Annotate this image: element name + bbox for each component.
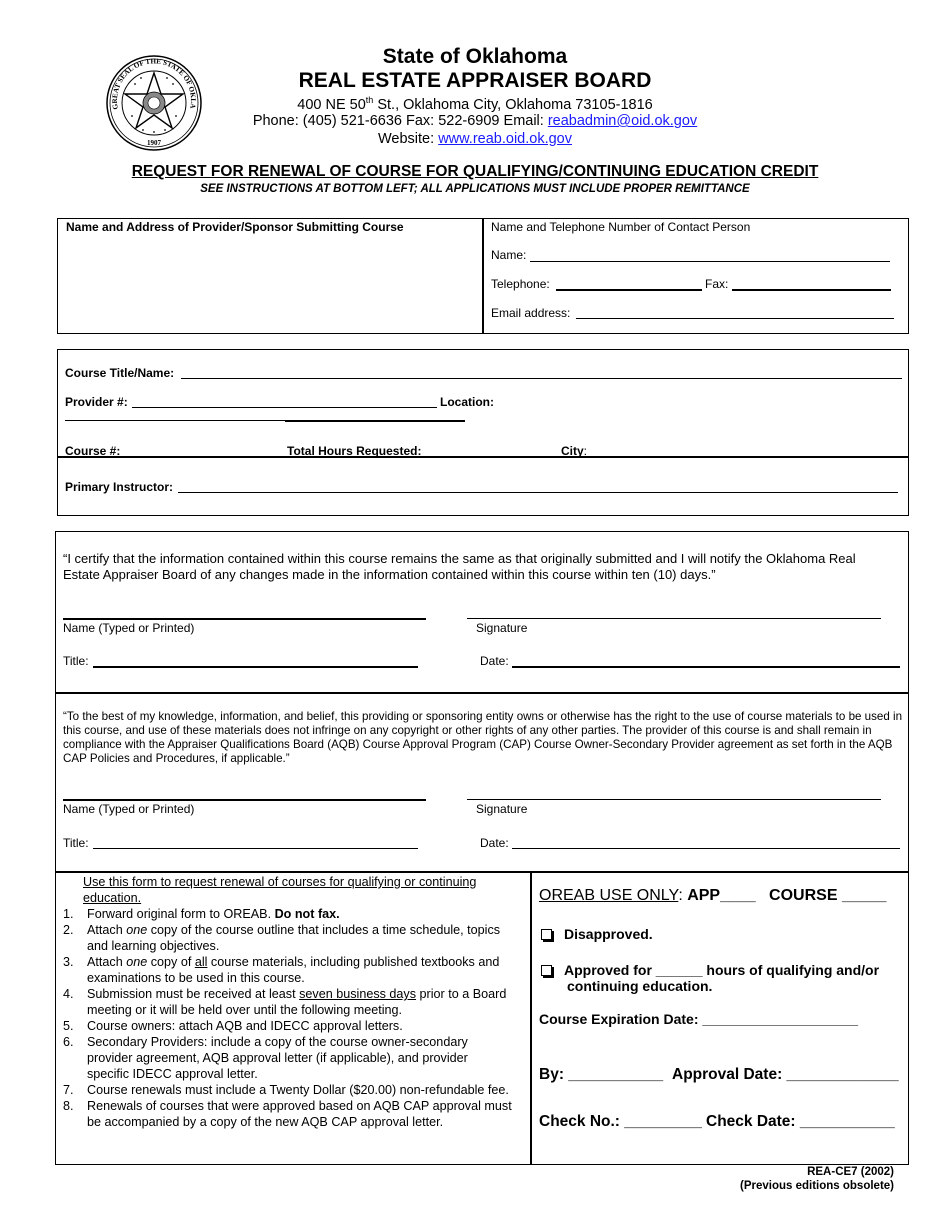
- cert2-name-label: Name (Typed or Printed): [63, 802, 195, 816]
- instruction-item: 2. Attach one copy of the course outline that includes a time schedule, topics and learning objectives.: [63, 923, 501, 953]
- course-title-field[interactable]: [181, 378, 902, 379]
- instruction-item: 6. Secondary Providers: include a copy of the course owner-secondary provider agreement, AQB approval letter (if applicable), and provider specific IDECC approval letter.: [63, 1035, 468, 1081]
- instructions: [57, 874, 512, 1130]
- course-number-field[interactable]: [125, 456, 283, 457]
- check-number-field[interactable]: Check No.: _________: [539, 1113, 702, 1130]
- cert2-title-label: Title:: [63, 836, 89, 850]
- cert2-title-field[interactable]: [93, 848, 418, 849]
- expiration-date-field[interactable]: Course Expiration Date: ____________________: [539, 1011, 859, 1027]
- instructions-list: [57, 906, 512, 1130]
- form-title: REQUEST FOR RENEWAL OF COURSE FOR QUALIFYING/CONTINUING EDUCATION CREDIT: [131, 163, 819, 180]
- provider-number-label: Provider #:: [65, 395, 128, 409]
- board-contact: Phone: (405) 521-6636 Fax: 522-6909 Email: reabadmin@oid.ok.gov: [252, 113, 698, 129]
- cert1-title-field[interactable]: [93, 666, 418, 668]
- instruction-item: 7. Course renewals must include a Twenty Dollar ($20.00) non-refundable fee.: [63, 1083, 509, 1097]
- provider-address-field[interactable]: [60, 238, 478, 330]
- copyright-statement: “To the best of my knowledge, information, and belief, this providing or sponsoring entity owns or otherwise has the right to the use of course materials to be used in this course, and use of these materials does not infringe on any copyright or other rights of any other parties. The provider of this course is and shall remain in compliance with the Appraiser Qualifications Board (AQB) Course Approval Program (CAP) Course Owner-Secondary Provider agreement as set forth in the AQB CAP Policies and Procedures, if applicable.”: [63, 710, 903, 765]
- certification-statement: “I certify that the information contained within this course remains the same as that originally submitted and I will notify the Oklahoma Real Estate Appraiser Board of any changes made in the information contained within this course within ten (10) days.”: [63, 551, 856, 582]
- course-box: [57, 349, 909, 516]
- telephone-label: Telephone:: [491, 277, 550, 291]
- provider-address-label: Name and Address of Provider/Sponsor Submitting Course: [66, 220, 404, 234]
- contact-name-label: Name:: [491, 248, 527, 262]
- cert1-signature-field[interactable]: [467, 618, 881, 619]
- board-address: 400 NE 50th St., Oklahoma City, Oklahoma 73105-1816: [297, 95, 653, 113]
- total-hours-field[interactable]: [429, 456, 557, 458]
- form-subtitle: SEE INSTRUCTIONS AT BOTTOM LEFT; ALL APPLICATIONS MUST INCLUDE PROPER REMITTANCE: [200, 183, 750, 195]
- state-title: State of Oklahoma: [382, 45, 568, 68]
- cert2-date-label: Date:: [480, 836, 509, 850]
- primary-instructor-field[interactable]: [178, 492, 898, 493]
- location-label: Location:: [440, 395, 494, 409]
- disapproved-checkbox[interactable]: [541, 929, 552, 940]
- total-hours-label: Total Hours Requested:: [287, 444, 422, 458]
- check-date-field[interactable]: Check Date: ___________: [706, 1113, 895, 1130]
- by-field[interactable]: By: ___________: [539, 1066, 664, 1083]
- contact-person-label: Name and Telephone Number of Contact Person: [491, 220, 751, 234]
- email-address-field[interactable]: [576, 318, 894, 319]
- instructions-intro: Use this form to request renewal of courses for qualifying or continuing education.: [83, 875, 477, 905]
- telephone-field[interactable]: [556, 289, 702, 291]
- disapproved-option[interactable]: Disapproved.: [541, 926, 653, 942]
- form-number: REA-CE7 (2002): [807, 1166, 894, 1178]
- instruction-item: 8. Renewals of courses that were approved based on AQB CAP approval must be accompanied by a copy of the new AQB CAP approval letter.: [63, 1099, 512, 1129]
- app-field[interactable]: APP____: [687, 887, 756, 904]
- editions-note: (Previous editions obsolete): [740, 1180, 894, 1192]
- course-title-label: Course Title/Name:: [65, 366, 175, 380]
- cert1-name-field[interactable]: [63, 618, 426, 620]
- instruction-item: 5. Course owners: attach AQB and IDECC approval letters.: [63, 1019, 403, 1033]
- primary-instructor-label: Primary Instructor:: [65, 480, 174, 494]
- course-field[interactable]: COURSE _____: [769, 887, 887, 904]
- approved-checkbox[interactable]: [541, 965, 552, 976]
- fax-label: Fax:: [705, 277, 729, 291]
- board-title: REAL ESTATE APPRAISER BOARD: [298, 69, 652, 92]
- cert1-signature-label: Signature: [476, 621, 528, 635]
- approval-date-field[interactable]: Approval Date: _____________: [672, 1066, 899, 1083]
- contact-name-field[interactable]: [530, 261, 890, 262]
- seal-year: 1907: [147, 139, 161, 147]
- cert1-name-label: Name (Typed or Printed): [63, 621, 195, 635]
- cert1-title-label: Title:: [63, 654, 89, 668]
- location-field-line-b[interactable]: [285, 420, 465, 422]
- cert1-date-field[interactable]: [512, 666, 900, 668]
- approved-option-line2: continuing education.: [567, 978, 713, 994]
- board-website: Website: www.reab.oid.ok.gov: [378, 131, 572, 147]
- course-number-label: Course #:: [65, 444, 121, 458]
- approved-option[interactable]: Approved for ______ hours of qualifying and/or: [541, 962, 879, 978]
- fax-field[interactable]: [732, 289, 891, 291]
- location-field-line-a[interactable]: [65, 420, 285, 421]
- instruction-item: 3. Attach one copy of all course materials, including published textbooks and examinations to be used in this course.: [63, 955, 500, 985]
- cert1-date-label: Date:: [480, 654, 509, 668]
- cert2-name-field[interactable]: [63, 799, 426, 801]
- website-link[interactable]: www.reab.oid.ok.gov: [438, 131, 572, 147]
- seal-text: GREAT SEAL OF THE STATE OF OKLA: [110, 57, 198, 111]
- oreab-use-only-header: OREAB USE ONLY: APP____ COURSE _____: [539, 887, 887, 904]
- provider-number-field[interactable]: [132, 407, 437, 408]
- city-field[interactable]: [592, 456, 908, 458]
- email-link[interactable]: reabadmin@oid.ok.gov: [547, 113, 698, 129]
- cert2-signature-field[interactable]: [467, 799, 881, 800]
- cert2-signature-label: Signature: [476, 802, 528, 816]
- instruction-item: 4. Submission must be received at least seven business days prior to a Board meeting or it will be held over until the following meeting.: [63, 987, 507, 1017]
- instruction-item: 1. Forward original form to OREAB. Do not fax.: [63, 907, 340, 921]
- city-label: City:: [561, 444, 588, 458]
- cert2-date-field[interactable]: [512, 848, 900, 849]
- email-address-label: Email address:: [491, 306, 571, 320]
